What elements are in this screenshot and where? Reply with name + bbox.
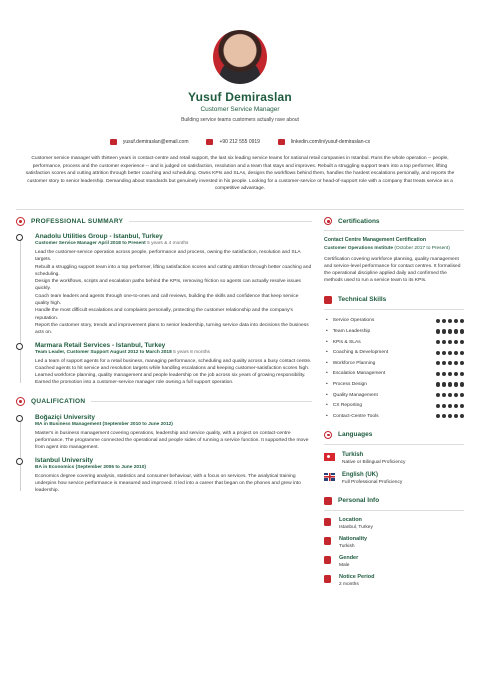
certification-name: Contact Centre Management Certification [324,237,427,243]
personal-value: 2 months [339,581,359,587]
rating-dot-icon [448,414,452,418]
qualification-timeline [16,414,312,495]
rating-dot-icon [454,372,458,376]
rating-dot-icon [454,393,458,397]
rating-dot-icon [454,404,458,408]
rating-dot-icon [442,351,446,355]
rating-dot-icon [436,382,440,386]
timeline-dot-icon [16,458,23,465]
location-pin-icon [324,518,331,526]
rating-dot-icon [442,404,446,408]
rating-dot-icon [460,319,464,323]
section-divider [91,401,312,402]
certifications-title: Certifications [338,217,380,225]
certification-issuer: Customer Operations Institute [324,246,394,251]
timeline-dot-icon [16,343,23,350]
language-item [324,472,464,485]
rating-dot-icon [448,382,452,386]
certification-issuer-line [324,246,464,253]
personal-value: Turkish [339,543,355,549]
skill-rating [436,329,464,333]
rating-dot-icon [454,351,458,355]
skill-name: • Contact-Centre Tools [326,414,379,419]
rating-dot-icon [436,393,440,397]
personal-label: Location [339,516,362,523]
uk-flag-icon [324,473,335,481]
rating-dot-icon [454,361,458,365]
skill-rating [436,319,464,323]
section-divider [324,444,464,445]
personal-value: Istanbul, Turkey [339,524,373,530]
left-column [16,214,312,495]
rating-dot-icon [436,414,440,418]
rating-dot-icon [460,372,464,376]
company-name: Marmara Retail Services - Istanbul, Turkey [35,341,166,349]
rating-dot-icon [460,393,464,397]
skill-row [324,337,464,348]
skill-row [324,358,464,369]
personal-info-title: Personal Info [338,497,380,505]
skill-name: • CX Reporting [326,403,362,408]
skills-list [324,316,464,422]
calendar-icon [324,575,331,583]
id-card-icon [324,497,332,505]
rating-dot-icon [460,340,464,344]
rating-dot-icon [448,404,452,408]
qualification-section-header [16,395,312,409]
graduation-cap-icon [16,397,25,406]
rating-dot-icon [442,414,446,418]
resume-header [0,30,480,123]
right-column [324,214,464,587]
contact-bar [0,139,480,145]
languages-title: Languages [338,431,373,439]
timeline-dot-icon [16,234,23,241]
skill-rating [436,414,464,418]
language-item [324,452,464,465]
turkey-flag-icon [324,453,335,461]
skill-rating [436,382,464,386]
company-name: Anadolu Utilities Group - Istanbul, Turkey [35,233,163,240]
school-name: Boğaziçi University [35,413,95,421]
rating-dot-icon [448,372,452,376]
rating-dot-icon [436,319,440,323]
skill-row [324,326,464,337]
toolbox-icon [324,296,332,304]
rating-dot-icon [442,319,446,323]
degree-text: MA in Business Management (September 2010 to June 2012) [35,421,173,427]
role-line [35,350,312,355]
rating-dot-icon [436,361,440,365]
skill-name: • Escalation Management [326,371,385,376]
header-divider [16,209,464,210]
person-icon [324,556,331,564]
rating-dot-icon [460,404,464,408]
rating-dot-icon [460,414,464,418]
rating-dot-icon [436,351,440,355]
personal-value: Male [339,562,350,568]
rating-dot-icon [442,382,446,386]
certifications-header [324,214,464,228]
email-icon [110,139,117,145]
skill-row [324,379,464,390]
language-level: Full Professional Proficiency [342,479,403,485]
flag-icon [324,537,331,545]
skill-row [324,411,464,422]
experience-timeline [16,233,312,387]
skill-rating [436,372,464,376]
language-level: Native or Bilingual Proficiency [342,459,406,465]
personal-info-item [324,517,464,530]
qualification-section-title: QUALIFICATION [31,398,86,406]
rating-dot-icon [442,372,446,376]
rating-dot-icon [460,329,464,333]
rating-dot-icon [454,414,458,418]
summary-text: Customer service manager with thirteen years in contact-centre and retail support, the last six leading service teams for national retail companies in Istanbul. Runs the whole operation -- people, performance, process and the customer experience -- and is judged on satisfaction, resolution and a team that stays and improves. Rebuilt a struggling support team into a top performer, lifting satisfaction scores and cutting attrition through better coaching and scheduling. Owns KPIs and SLAs, designs the workflows behind them, handles the hardest escalations personally, and reports the customer story to senior leadership. Demanding about standards but genuinely invested in his people. Looking for a customer-service or head-of-support role with a company that treats service as a competitive advantage. [25,156,455,192]
rating-dot-icon [436,404,440,408]
qualification-description: Master's in business management covering operations, leadership and service quality, with a project on contact-centre performance. The programme connected the operational and people sides of running a service function. It supported the move from agent into management. [35,430,309,451]
email-text: yusuf.demiraslan@email.com [122,139,189,145]
language-name: English (UK) [342,471,378,478]
role-line [35,241,312,246]
section-divider [324,309,464,310]
rating-dot-icon [454,319,458,323]
experience-entry [35,233,312,337]
skill-rating [436,340,464,344]
rating-dot-icon [436,372,440,376]
experience-entry [35,342,312,387]
rating-dot-icon [448,340,452,344]
skill-name: • Workforce Planning [326,361,375,366]
skill-rating [436,393,464,397]
rating-dot-icon [436,340,440,344]
job-title: Customer Service Manager [200,106,280,113]
rating-dot-icon [448,319,452,323]
skills-header [324,293,464,307]
skill-name: • Coaching & Development [326,350,388,355]
linkedin-icon [278,139,285,145]
skill-row [324,390,464,401]
qualification-entry [35,457,312,495]
rating-dot-icon [442,393,446,397]
personal-info-item [324,574,464,587]
duration-text: 5 years & 4 months [147,241,189,246]
rating-dot-icon [460,382,464,386]
globe-icon [324,431,332,439]
qualification-description: Economics degree covering analysis, statistics and consumer behaviour, with a focus on services. The analytical training underpins how service performance is measured and improved. It led into a career that began on the phones and grew into leadership. [35,473,301,494]
phone-text: +90 212 555 0919 [219,139,260,145]
skill-name: • Quality Management [326,393,378,398]
certification-period: (October 2017 to Present) [394,246,450,251]
rating-dot-icon [460,361,464,365]
email-contact[interactable] [110,139,189,145]
personal-info-header [324,494,464,508]
skill-name: • Team Leadership [326,329,370,334]
skill-name: • Service Operations [326,318,374,323]
rating-dot-icon [448,361,452,365]
skill-row [324,369,464,380]
degree-text: BA in Economics (September 2006 to June 2010) [35,464,146,470]
personal-label: Nationality [339,535,368,542]
phone-contact[interactable] [206,139,259,145]
qualification-entry [35,414,312,452]
certificate-icon [324,217,332,225]
rating-dot-icon [436,329,440,333]
experience-section-title: PROFESSIONAL SUMMARY [31,217,124,225]
candidate-name: Yusuf Demiraslan [188,90,292,104]
linkedin-text: linkedin.com/in/yusuf-demiraslan-cx [290,139,371,145]
role-text: Team Leader, Customer Support August 2012 to March 2018 [35,349,172,355]
section-divider [324,230,464,231]
rating-dot-icon [448,329,452,333]
rating-dot-icon [460,351,464,355]
phone-icon [206,139,213,145]
section-divider [129,221,312,222]
certification-description: Certification covering workforce planning, quality management and service-level performance for contact centres. It formalised the operational discipline applied daily and confirmed the methods used to run a service team to its KPIs. [324,256,461,284]
profile-photo [213,30,267,84]
rating-dot-icon [442,361,446,365]
experience-description: Led a team of support agents for a retail business, managing performance, scheduling and quality across a busy contact centre. Coached agents to hit service and resolution targets while handling escalations and keeping customer-satisfaction scores high. Learned workforce planning, quality management and people leadership on the job across six years of growing responsibility. Earned the promotion into a customer-service manager role owning a full support operation. [35,358,312,386]
section-divider [324,510,464,511]
rating-dot-icon [454,382,458,386]
skill-rating [436,351,464,355]
experience-section-header [16,214,312,228]
rating-dot-icon [454,340,458,344]
personal-label: Notice Period [339,573,375,580]
rating-dot-icon [448,351,452,355]
briefcase-icon [16,217,25,226]
role-text: Customer Service Manager April 2018 to Present [35,241,146,246]
skill-name: • KPIs & SLAs [326,340,361,345]
skills-title: Technical Skills [338,296,387,304]
rating-dot-icon [454,329,458,333]
skill-rating [436,361,464,365]
school-name: Istanbul University [35,456,94,464]
rating-dot-icon [442,340,446,344]
languages-header [324,428,464,442]
timeline-dot-icon [16,415,23,422]
personal-label: Gender [339,554,359,561]
skill-name: • Process Design [326,382,367,387]
rating-dot-icon [442,329,446,333]
linkedin-contact[interactable] [278,139,370,145]
skill-row [324,400,464,411]
rating-dot-icon [448,393,452,397]
skill-rating [436,404,464,408]
tagline: Building service teams customers actually rave about [181,117,299,123]
personal-info-item [324,555,464,568]
duration-text: 5 years 8 months [173,349,210,355]
skill-row [324,316,464,327]
language-name: Turkish [342,451,364,458]
skill-row [324,347,464,358]
personal-info-item [324,536,464,549]
experience-description: Lead the customer-service operation across people, performance and process, owning the satisfaction, resolution and SLA targets. Rebuilt a struggling support team into a top performer, lifting satisfaction scores and cutting attrition through better coaching and scheduling. Design the workflows, scripts and escalation paths behind the KPIs, removing friction so agents can actually resolve issues quickly. Coach team leaders and agents through one-to-ones and call reviews, building the skills and confidence that keep service quality high. Handle the most difficult escalations and complaints personally, protecting the customer relationship and the company's reputation. Report the customer story, trends and improvement plans to senior leadership, turning service data into decisions the business acts on. [35,250,312,336]
